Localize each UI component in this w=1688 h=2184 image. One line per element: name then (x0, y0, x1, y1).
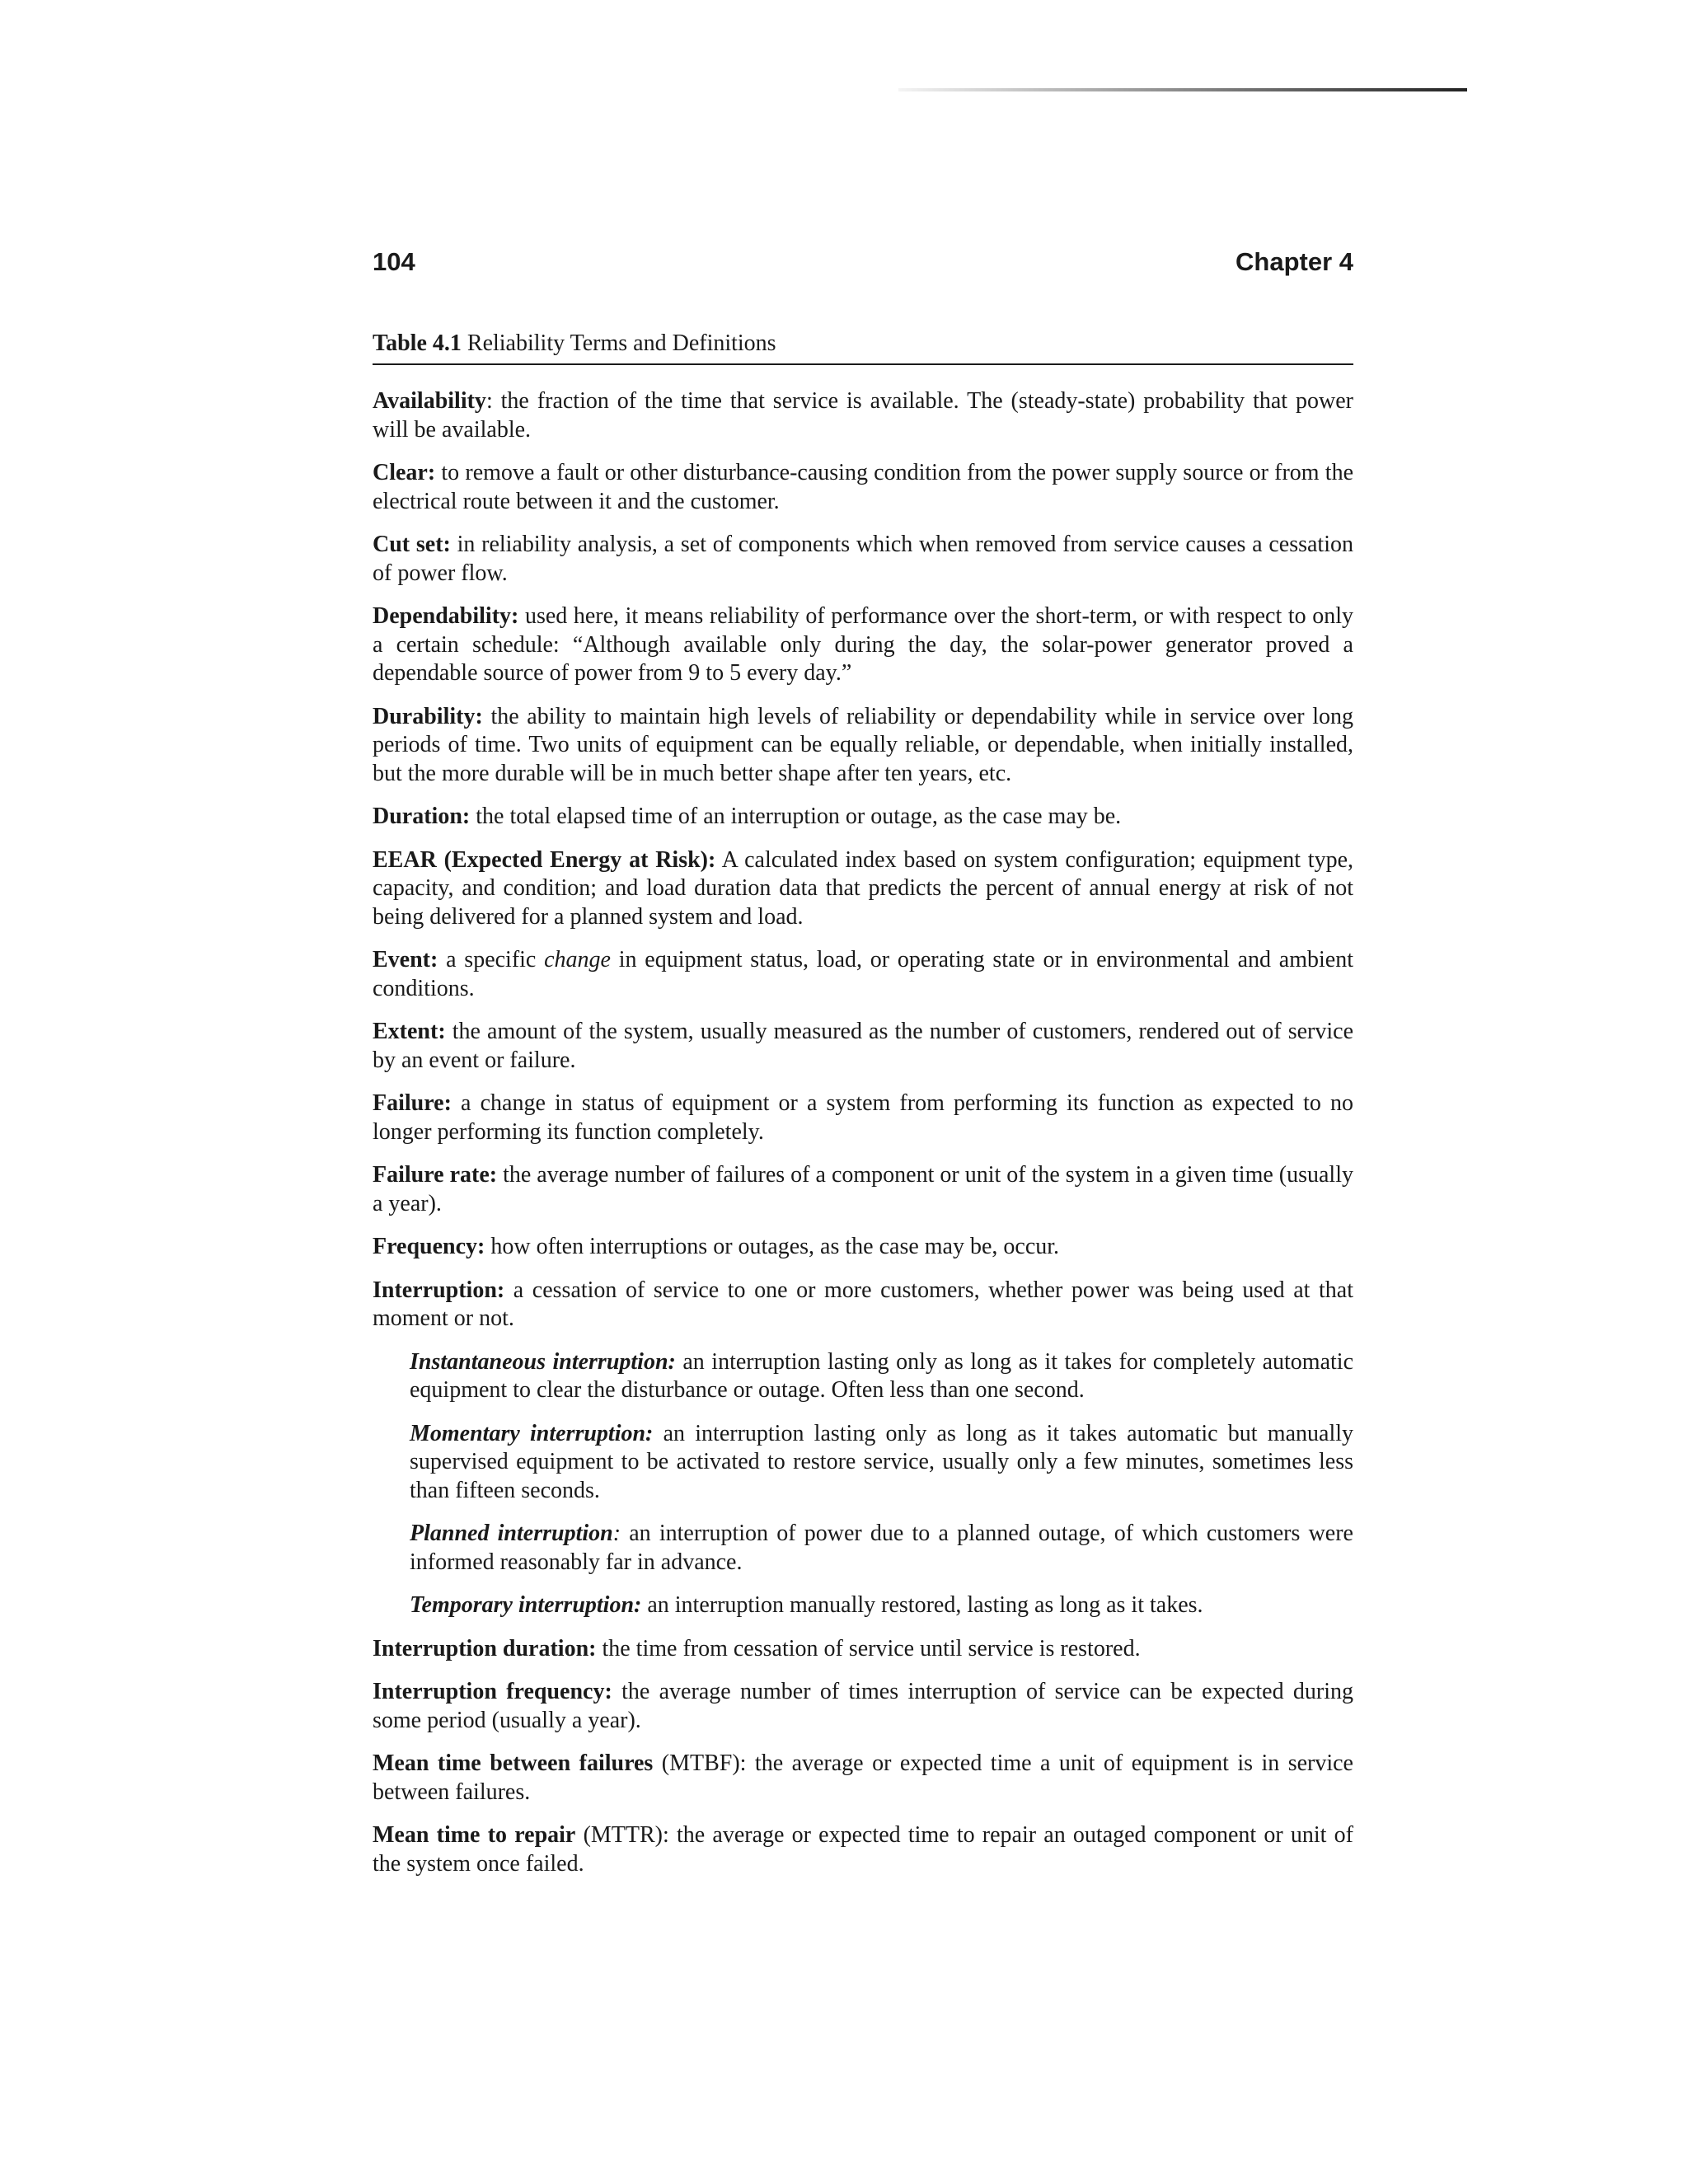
definition-entry-interruption-duration (373, 1635, 1353, 1664)
term: Availability (373, 388, 486, 414)
definition-text: a cessation of service to one or more customers, whether power was being used at that moment or not. (373, 1277, 1353, 1331)
term: Failure: (373, 1090, 452, 1116)
definition-entry-interruption-frequency (373, 1678, 1353, 1735)
definition-text: an interruption of power due to a planned outage, of which customers were informed reasonably far in advance. (410, 1521, 1353, 1575)
definition-text: the average number of times interruption of service can be expected during some period (usually a year). (373, 1679, 1354, 1733)
definition-text: a change in status of equipment or a system from performing its function as expected to no longer performing its function completely. (373, 1090, 1353, 1145)
definition-text: in reliability analysis, a set of components which when removed from service causes a cessation of power flow. (373, 532, 1353, 586)
definition-entry-event (373, 946, 1353, 1003)
definition-entry-failure-rate (373, 1161, 1353, 1218)
definition-entry-frequency (373, 1233, 1353, 1262)
term: Failure rate: (373, 1162, 498, 1188)
term: Dependability: (373, 603, 519, 629)
term: Durability: (373, 703, 483, 729)
page-number: 104 (373, 247, 415, 276)
definition-text: in equipment status, load, or operating state or in environmental and ambient conditions. (373, 947, 1353, 1001)
term: Mean time between failures (373, 1750, 654, 1776)
definition-text: (MTBF): the average or expected time a unit of equipment is in service between failures. (373, 1750, 1353, 1805)
term: Duration: (373, 804, 471, 829)
definition-text-pre: a specific (438, 947, 545, 972)
term: Planned interruption (410, 1521, 613, 1546)
definition-entry-mttr (373, 1821, 1353, 1878)
term: Event: (373, 947, 438, 972)
definition-entry-extent (373, 1018, 1353, 1075)
term-separator: : (612, 1521, 621, 1546)
term-separator: : (485, 388, 493, 414)
definition-entry-eear (373, 846, 1353, 932)
definition-text: the time from cessation of service until service is restored. (596, 1635, 1141, 1661)
chapter-label: Chapter 4 (1236, 247, 1353, 276)
term: Clear: (373, 460, 436, 485)
definition-text: an interruption lasting only as long as it takes automatic but manually supervised equipment to be activated to restore service, usually only a few minutes, sometimes less than fifteen seconds. (410, 1420, 1353, 1503)
term: Cut set: (373, 532, 451, 557)
page-header (373, 247, 1353, 284)
definition-entry-dependability (373, 602, 1353, 688)
table-rule (373, 363, 1353, 365)
definition-text: used here, it means reliability of performance over the short-term, or with respect to only a certain schedule: “Although available only during the day, the solar-power generator proved a dependable source of power from 9 to 5 every day.” (373, 603, 1353, 686)
definition-text: the total elapsed time of an interruption or outage, as the case may be. (470, 804, 1122, 829)
table-label: Table 4.1 (373, 330, 462, 356)
definition-entry-interruption (373, 1277, 1353, 1333)
term: EEAR (Expected Energy at Risk): (373, 846, 716, 873)
definition-entry-clear (373, 459, 1353, 516)
definition-text: the fraction of the time that service is available. The (steady-state) probability that power will be available. (373, 388, 1353, 443)
definition-text: the amount of the system, usually measured as the number of customers, rendered out of service by an event or failure. (373, 1019, 1353, 1073)
definition-text: how often interruptions or outages, as the case may be, occur. (485, 1234, 1060, 1259)
term: Interruption: (373, 1277, 505, 1303)
definitions-list (373, 387, 1353, 1893)
definition-text: the ability to maintain high levels of reliability or dependability while in service over long periods of time. Two units of equipment can be equally reliable, or dependable, when initially installed, but the more durable will be in much better shape after ten years, etc. (373, 703, 1353, 786)
table-caption (373, 330, 776, 358)
definition-entry-planned-interruption (410, 1520, 1353, 1577)
definition-entry-durability (373, 703, 1353, 789)
definition-text: A calculated index based on system configuration; equipment type, capacity, and condition; and load duration data that predicts the percent of annual energy at risk of not being delivered for a planned system and load. (373, 846, 1354, 930)
definition-entry-instantaneous-interruption (410, 1348, 1353, 1405)
definition-entry-mtbf (373, 1750, 1353, 1807)
definition-text: an interruption lasting only as long as it takes for completely automatic equipment to clear the disturbance or outage. Often less than one second. (410, 1348, 1354, 1403)
definition-text: (MTTR): the average or expected time to repair an outaged component or unit of the system once failed. (373, 1822, 1353, 1877)
term: Momentary interruption: (410, 1420, 654, 1446)
definition-entry-momentary-interruption (410, 1420, 1353, 1506)
term: Frequency: (373, 1234, 485, 1259)
term: Interruption duration: (373, 1635, 597, 1661)
definition-entry-duration (373, 803, 1353, 832)
definition-entry-failure (373, 1090, 1353, 1146)
term: Mean time to repair (373, 1822, 576, 1848)
definition-text: the average number of failures of a component or unit of the system in a given time (usually a year). (373, 1162, 1353, 1216)
definition-emphasis: change (544, 947, 611, 972)
term: Temporary interruption: (410, 1592, 642, 1618)
term: Interruption frequency: (373, 1679, 612, 1704)
term: Extent: (373, 1019, 446, 1044)
term: Instantaneous interruption: (410, 1348, 676, 1375)
definition-entry-cut-set (373, 531, 1353, 588)
scan-edge-rule (898, 88, 1467, 91)
table-title: Reliability Terms and Definitions (467, 330, 776, 356)
definition-entry-availability (373, 387, 1353, 444)
definition-entry-temporary-interruption (410, 1591, 1353, 1620)
definition-text: to remove a fault or other disturbance-causing condition from the power supply source or from the electrical route between it and the customer. (373, 460, 1353, 514)
definition-text: an interruption manually restored, lasting as long as it takes. (641, 1592, 1203, 1618)
